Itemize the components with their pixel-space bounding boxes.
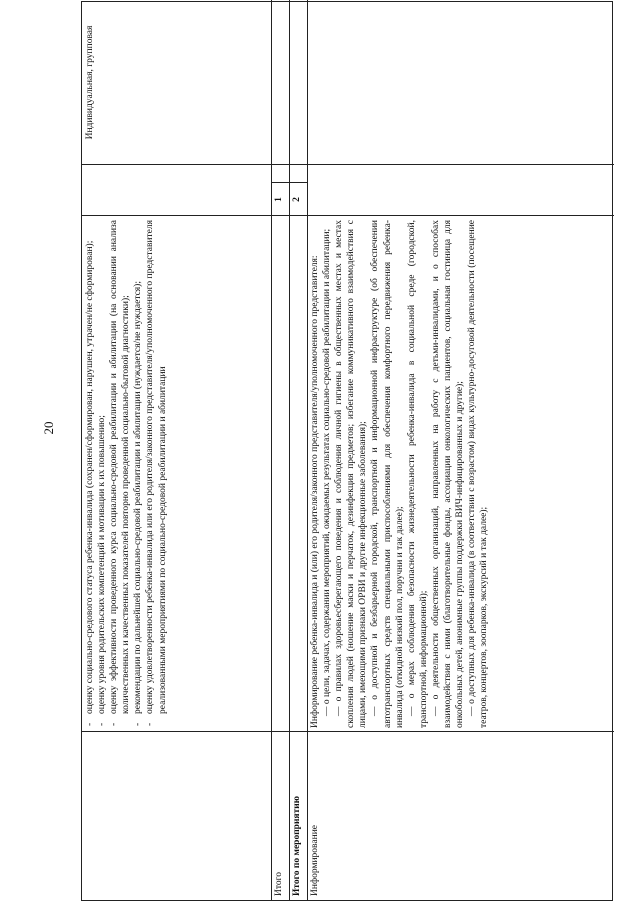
list-item: - оценку социально-средового статуса ребенка-инвалида (сохранен/сформирован, нарушен, утрачен/не сформирован); xyxy=(85,240,95,726)
itogo-po-label: Итого по мероприятию xyxy=(292,796,302,896)
informing-item: — о правилах здоровьесберегающего поведения и соблюдения личной гигиены в общественных местах и местах скопления людей (ношение маски и перчаток, дезинфекция предметов; избегание коммуникативного взаимодействия с лицами, имеющими признаки ОРВИ и другие инфекционные заболевания); xyxy=(334,220,369,728)
informing-lead: Информирование ребенка-инвалида и (или) его родителя/законного представителя/уполномоченного представителя: xyxy=(310,255,320,728)
informing-title: Информирование xyxy=(310,824,320,896)
list-item: - рекомендации по дальнейшей социально-средовой реабилитации и абилитации (нуждается/не нуждается); xyxy=(133,281,144,726)
informing-item: — о деятельности общественных организаций, направленных на работу с детьми-инвалидами, и о способах взаимодействия с ними (благотворительные фонды, ассоциации онкологических пациентов, социальная гостиница для онкобольных детей, анонимные группы поддержки ВИЧ-инфицированных и другие); xyxy=(430,220,466,728)
list-item: - оценку уровня родительских компетенций и мотивации к их повышению; xyxy=(97,415,108,726)
itogo-num: 1 xyxy=(274,197,284,202)
informing-item: — о доступной и безбарьерной городской, транспортной и информационной инфраструктуре (об обеспечении автотранспортных средств специальными приспособлениями для обеспечения комфортного передвижения ребенка-инвалида (откидной низкий пол, поручни и так далее); xyxy=(370,220,405,728)
top-bullet-list xyxy=(84,220,169,728)
page-number: 20 xyxy=(41,421,56,435)
format-cell xyxy=(82,0,614,165)
itogo-label: Итого xyxy=(274,871,284,896)
informing-content xyxy=(307,216,614,732)
itogo-po-num: 2 xyxy=(292,197,302,202)
top-bullets-cell xyxy=(82,216,271,732)
document-table xyxy=(81,1,613,901)
format-text: Индивидуальная, групповая xyxy=(85,25,95,140)
informing-item: — о мерах соблюдения безопасности жизнедеятельности ребенка-инвалида в социальной среде (городской, транспортной, информационной); xyxy=(406,220,429,728)
informing-item: — о цели, задачах, содержании мероприятий, ожидаемых результатах социально-средовой реабилитации и абилитации; xyxy=(322,228,333,716)
list-item: - оценку эффективности проведенного курса социально-средовой реабилитации и абилитации (на основании анализа количественных и качественных показателей повторно проведенной социально-бытовой диагностики); xyxy=(109,220,132,726)
list-item: - оценку удовлетворенности ребенка-инвалида или его родителя/законного представителя/уполномоченного представителя реализованными мероприятиями по социально-средовой реабилитации и абилитации xyxy=(145,220,168,726)
informing-item: — о доступных для ребенка-инвалида (в соответствии с возрастом) видах культурно-досуговой деятельности (посещение театров, концертов, зоопарков, экскурсий и так далее); xyxy=(467,220,490,728)
